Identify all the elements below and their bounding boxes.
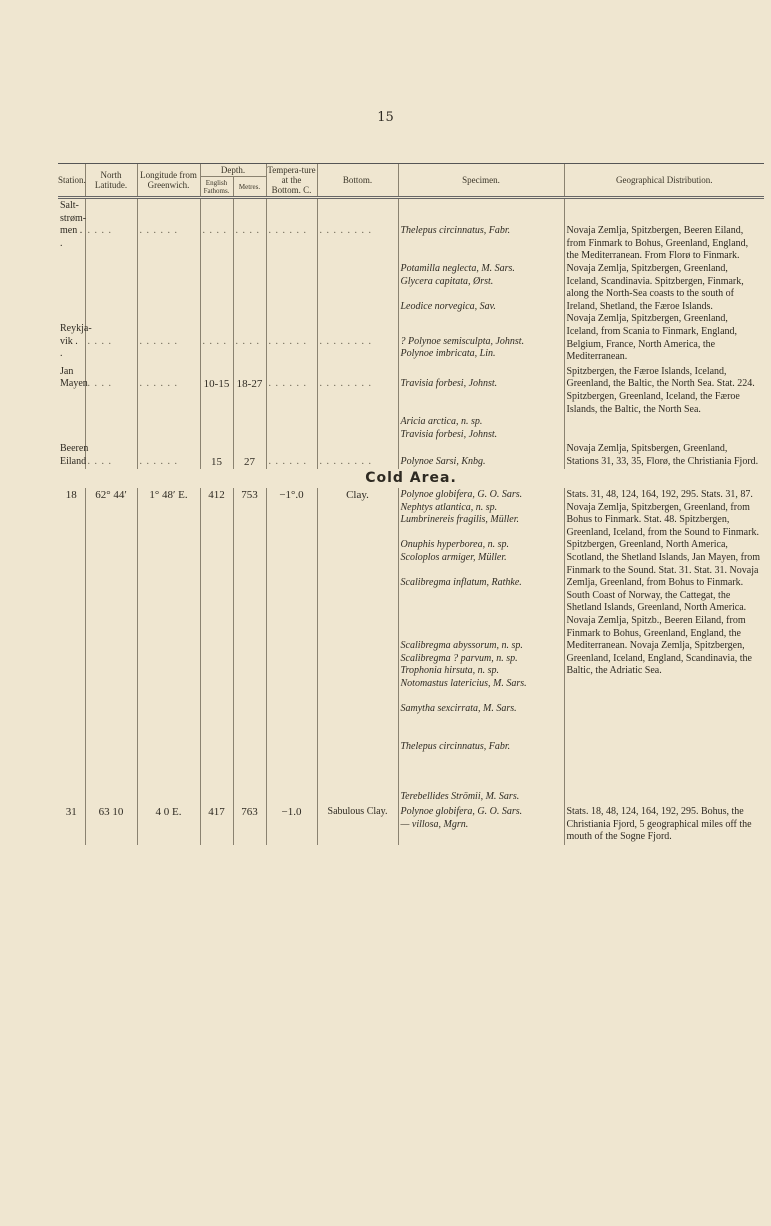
col-temperature: Tempera-ture at the Bottom. C. (266, 164, 317, 198)
metres-cell: . . . . (233, 322, 266, 364)
specimen-cell (398, 805, 564, 845)
col-longitude: Longitude from Greenwich. (137, 164, 200, 198)
specimen-line: Scalibregma ? parvum, n. sp. (400, 652, 518, 664)
distribution-cell: Spitzbergen, the Færoe Islands, Iceland, Greenland, the Baltic, the North Sea. Stat. 224. Spitzbergen, Greenland, Iceland, the Færoe Islands, the Baltic, the North Sea. (564, 365, 764, 443)
longitude-cell: . . . . . . (137, 198, 200, 323)
bottom-cell: . . . . . . . . (317, 198, 398, 323)
temperature-cell: −1°.0 (266, 488, 317, 805)
temperature-cell: . . . . . . (266, 442, 317, 469)
latitude-cell: . . . . (85, 365, 137, 443)
bottom-cell: . . . . . . . . (317, 322, 398, 364)
station-cell: 31 (65, 805, 77, 818)
distribution-cell: Novaja Zemlja, Spitsbergen, Greenland, Stations 31, 33, 35, Florø, the Christiania Fjord. (564, 442, 764, 469)
specimen-line: Scalibregma inflatum, Rathke. (400, 577, 522, 589)
metres-cell: 763 (233, 805, 266, 845)
specimen-line: Scoloplos armiger, Müller. (400, 552, 507, 564)
distribution-cell: Novaja Zemlja, Spitzbergen, Beeren Eiland, from Finmark to Bohus, Greenland, England, the Mediterranean. From Florø to Finmark. Novaja Zemlja, Spitzbergen, Greenland, Iceland, Scandinavia. Spitzbergen, Finmark, along the North-Sea coasts to the south of Ireland, Shetland, the Færoe Islands. Novaja Zemlja, Spitzbergen, Greenland, Iceland, from Scania to Finmark, England, Belgium, France, North America, the Mediterranean. (564, 198, 764, 365)
longitude-cell: . . . . . . (137, 365, 200, 443)
specimen-line: Polynoe imbricata, Lin. (400, 348, 496, 360)
header-row-top (58, 164, 764, 177)
specimen-line: Thelepus circinnatus, Fabr. (400, 225, 511, 237)
station-cell: Reykja-vik . . (60, 323, 92, 360)
fathoms-cell: 15 (200, 442, 233, 469)
specimen-line: Lumbrinereis fragilis, Müller. (400, 514, 520, 526)
table-row (58, 488, 764, 805)
specimen-line: Aricia arctica, n. sp. (400, 416, 483, 428)
bottom-cell: . . . . . . . . (317, 442, 398, 469)
specimen-line: Travisia forbesi, Johnst. (400, 378, 498, 390)
fathoms-cell: . . . . (200, 198, 233, 323)
specimen-line: Samytha sexcirrata, M. Sars. (400, 703, 517, 715)
specimen-line: ? Polynoe semisculpta, Johnst. (400, 335, 525, 347)
specimen-line: Leodice norvegica, Sav. (400, 300, 496, 312)
bottom-cell: Sabulous Clay. (317, 805, 398, 845)
col-station: Station. (58, 164, 85, 198)
temperature-cell: . . . . . . (266, 198, 317, 323)
table-row (58, 442, 764, 469)
bottom-cell: Clay. (317, 488, 398, 805)
region-heading: Cold Area. (365, 470, 457, 487)
specimen-line: Polynoe globifera, G. O. Sars. (400, 489, 523, 501)
latitude-cell: . . . . (85, 442, 137, 469)
station-cell: 18 (65, 489, 77, 502)
specimen-line: Glycera capitata, Ørst. (400, 275, 494, 287)
specimen-cell (398, 365, 564, 443)
col-bottom: Bottom. (317, 164, 398, 198)
fathoms-cell: 10-15 (200, 365, 233, 443)
specimen-line: Notomastus latericius, M. Sars. (400, 677, 527, 689)
bottom-cell: . . . . . . . . (317, 365, 398, 443)
specimen-line: Thelepus circinnatus, Fabr. (400, 740, 511, 752)
table-row (58, 805, 764, 845)
table-row (58, 365, 764, 443)
metres-cell: 18-27 (233, 365, 266, 443)
longitude-cell: . . . . . . (137, 322, 200, 364)
page-number: 15 (377, 110, 394, 125)
fathoms-cell: 417 (200, 805, 233, 845)
specimen-line: Travisia forbesi, Johnst. (400, 428, 498, 440)
distribution-cell: Stats. 18, 48, 124, 164, 192, 295. Bohus, the Christiania Fjord, 5 geographical miles off the mouth of the Sogne Fjord. (564, 805, 764, 845)
longitude-cell: . . . . . . (137, 442, 200, 469)
station-table (58, 163, 764, 845)
specimen-line: Potamilla neglecta, M. Sars. (400, 262, 515, 274)
station-cell: Beeren Eiland (60, 443, 89, 467)
specimen-line: Scalibregma abyssorum, n. sp. (400, 640, 523, 652)
region-heading-row (58, 469, 764, 488)
col-distribution: Geographical Distribution. (564, 164, 764, 198)
col-specimen: Specimen. (398, 164, 564, 198)
latitude-cell: 62° 44′ (85, 488, 137, 805)
col-metres: Metres. (233, 177, 266, 198)
station-cell: Jan Mayen (60, 365, 88, 390)
latitude-cell: . . . . (85, 198, 137, 323)
metres-cell: . . . . (233, 198, 266, 323)
temperature-cell: −1.0 (266, 805, 317, 845)
col-depth: Depth. (200, 164, 266, 177)
specimen-line: Terebellides Strömii, M. Sars. (400, 791, 520, 803)
temperature-cell: . . . . . . (266, 322, 317, 364)
specimen-line: Onuphis hyperborea, n. sp. (400, 539, 510, 551)
metres-cell: 27 (233, 442, 266, 469)
table-row (58, 198, 764, 323)
longitude-cell: 1° 48′ E. (137, 488, 200, 805)
col-latitude: North Latitude. (85, 164, 137, 198)
latitude-cell: . . . . (85, 322, 137, 364)
specimen-line: Polynoe Sarsi, Knbg. (400, 455, 486, 467)
specimen-cell (398, 322, 564, 364)
fathoms-cell: . . . . (200, 322, 233, 364)
specimen-cell (398, 488, 564, 805)
longitude-cell: 4 0 E. (137, 805, 200, 845)
specimen-line: Nephtys atlantica, n. sp. (400, 501, 498, 513)
station-cell: Salt-strøm-men . . (60, 200, 87, 249)
latitude-cell: 63 10 (85, 805, 137, 845)
specimen-cell (398, 442, 564, 469)
temperature-cell: . . . . . . (266, 365, 317, 443)
specimen-line: Trophonia hirsuta, n. sp. (400, 665, 500, 677)
col-fathoms: English Fathoms. (200, 177, 233, 198)
specimen-cell (398, 198, 564, 323)
distribution-cell: Stats. 31, 48, 124, 164, 192, 295. Stats. 31, 87. Novaja Zemlja, Spitzbergen, Greenland, from Bohus to Finmark. Stat. 48. Spitzbergen, Greenland, Iceland, from the Sound to Finmark. Spitzbergen, Greenland, North America, Scotland, the Shetland Islands, Jan Mayen, from Finmark to the Sound. Stat. 31. Stat. 31. Novaja Zemlja, Greenland, from Bohus to Finmark. South Coast of Norway, the Cattegat, the Shetland Islands, Greenland, North America. Novaja Zemlja, Spitzb., Beeren Eiland, from Finmark to Bohus, Greenland, England, the Mediterranean. Novaja Zemlja, Spitzbergen, Greenland, Iceland, England, Scandinavia, the Baltic, the Adriatic Sea. (564, 488, 764, 805)
fathoms-cell: 412 (200, 488, 233, 805)
specimen-line: Polynoe globifera, G. O. Sars. (400, 805, 523, 817)
metres-cell: 753 (233, 488, 266, 805)
specimen-line: — villosa, Mgrn. (400, 818, 469, 830)
